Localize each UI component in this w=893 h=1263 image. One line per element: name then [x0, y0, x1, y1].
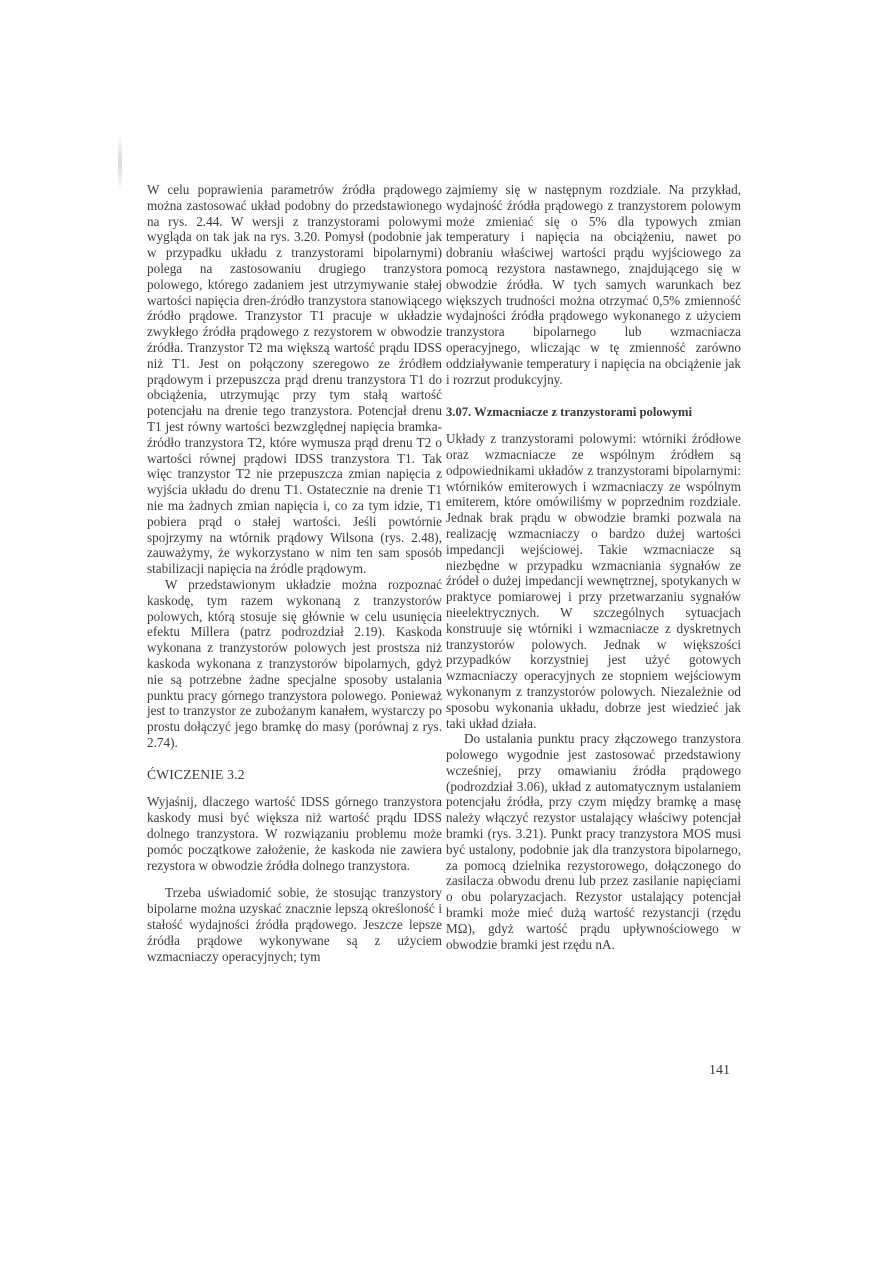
left-column — [147, 182, 442, 964]
paragraph: W celu poprawienia parametrów źródła prądowego można zastosować układ podobny do przedstawionego na rys. 2.44. W wersji z tranzystorami polowymi wygląda on tak jak na rys. 3.20. Pomysł (podobnie jak w przypadku układu z tranzystorami bipolarnymi) polega na zastosowaniu drugiego tranzystora polowego, którego zadaniem jest utrzymywanie stałej wartości napięcia dren-źródło tranzystora stanowiącego źródło prądowe. Tranzystor T1 pracuje w układzie zwykłego źródła prądowego z rezystorem w obwodzie źródła. Tranzystor T2 ma większą wartość prądu IDSS niż T1. Jest on połączony szeregowo ze źródłem prądowym i przepuszcza prąd drenu tranzystora T1 do obciążenia, utrzymując przy tym stałą wartość potencjału na drenie tego tranzystora. Potencjał drenu T1 jest równy wartości bezwzględnej napięcia bramka-źródło tranzystora T2, które wymusza prąd drenu T2 o wartości równej prądowi IDSS tranzystora T1. Tak więc tranzystor T2 nie przepuszcza zmian napięcia z wyjścia układu do drenu T1. Ostatecznie na drenie T1 nie ma żadnych zmian napięcia i, co za tym idzie, T1 pobiera prąd o stałej wartości. Jeśli powtórnie spojrzymy na wtórnik prądowy Wilsona (rys. 2.48), zauważymy, że wykorzystano w nim ten sam sposób stabilizacji napięcia na źródle prądowym. — [147, 182, 442, 577]
page-number: 141 — [709, 1063, 730, 1078]
right-column — [446, 182, 741, 952]
paragraph: zajmiemy się w następnym rozdziale. Na przykład, wydajność źródła prądowego z tranzystorem polowym może zmieniać się o 5% dla typowych zmian temperatury i napięcia na obciążeniu, nawet po dobraniu właściwej wartości prądu wyjściowego za pomocą rezystora nastawnego, znajdującego się w obwodzie źródła. W tych samych warunkach bez większych trudności można otrzymać 0,5% zmienność wydajności źródła prądowego wykonanego z użyciem tranzystora bipolarnego lub wzmacniacza operacyjnego, wliczając w tę zmienność zarówno oddziaływanie temperatury i napięcia na obciążenie jak i rozrzut produkcyjny. — [446, 182, 741, 387]
exercise-title: ĆWICZENIE 3.2 — [147, 766, 245, 782]
paragraph: Do ustalania punktu pracy złączowego tranzystora polowego wygodnie jest zastosować przedstawiony wcześniej, przy omawianiu źródła prądowego (podrozdział 3.06), układ z automatycznym ustalaniem potencjału źródła, przy czym między bramkę a masę należy włączyć rezystor ustalający właściwy potencjał bramki (rys. 3.21). Punkt pracy tranzystora MOS musi być ustalony, podobnie jak dla tranzystora bipolarnego, za pomocą dzielnika rezystorowego, dołączonego do zasilacza obwodu drenu lub przez zasilanie napięciami o obu polaryzacjach. Rezystor ustalający potencjał bramki może mieć dużą wartość rezystancji (rzędu MΩ), gdyż wartość prądu upływnościowego w obwodzie bramki jest rzędu nA. — [446, 731, 741, 952]
exercise-text: Wyjaśnij, dlaczego wartość IDSS górnego tranzystora kaskody musi być większa niż wartość prądu IDSS dolnego tranzystora. W rozwiązaniu problemu może pomóc początkowe założenie, że kaskoda nie zawiera rezystora w obwodzie źródła dolnego tranzystora. — [147, 794, 442, 873]
page-edge-shadow — [118, 133, 122, 193]
paragraph: W przedstawionym układzie można rozpoznać kaskodę, tym razem wykonaną z tranzystorów polowych, którą stosuje się głównie w celu usunięcia efektu Millera (patrz podrozdział 2.19). Kaskoda wykonana z tranzystorów polowych jest prostsza niż kaskoda wykonana z tranzystorów bipolarnych, gdyż nie są potrzebne żadne specjalne sposoby ustalania punktu pracy górnego tranzystora polowego. Ponieważ jest to tranzystor ze zubożanym kanałem, wystarczy po prostu dołączyć jego bramkę do masy (porównaj z rys. 2.74). — [147, 576, 442, 750]
section-heading: 3.07. Wzmacniacze z tranzystorami polowymi — [446, 405, 692, 420]
paragraph: Trzeba uświadomić sobie, że stosując tranzystory bipolarne można uzyskać znacznie lepszą określoność i stałość wydajności źródła prądowego. Jeszcze lepsze źródła prądowe wykonywane są z użyciem wzmacniaczy operacyjnych; tym — [147, 885, 442, 964]
paragraph: Układy z tranzystorami polowymi: wtórniki źródłowe oraz wzmacniacze ze wspólnym źródłem są odpowiednikami układów z tranzystorami bipolarnymi: wtórników emiterowych i wzmacniaczy ze wspólnym emiterem, które omówiliśmy w poprzednim rozdziale. Jednak brak prądu w obwodzie bramki pozwala na realizację wzmacniaczy o bardzo dużej wartości impedancji wejściowej. Takie wzmacniacze są niezbędne w przypadku wzmacniania sygnałów ze źródeł o dużej impedancji wewnętrznej, spotykanych w praktyce pomiarowej i przy przetwarzaniu sygnałów nieelektrycznych. W szczególnych sytuacjach konstruuje się wtórniki i wzmacniacze z dyskretnych tranzystorów polowych. Jednak w większości przypadków korzystniej jest użyć gotowych wzmacniaczy operacyjnych ze stopniem wejściowym wykonanym z tranzystorów polowych. Niezależnie od sposobu wykonania układu, dobrze jest wiedzieć jak taki układ działa. — [446, 431, 741, 731]
